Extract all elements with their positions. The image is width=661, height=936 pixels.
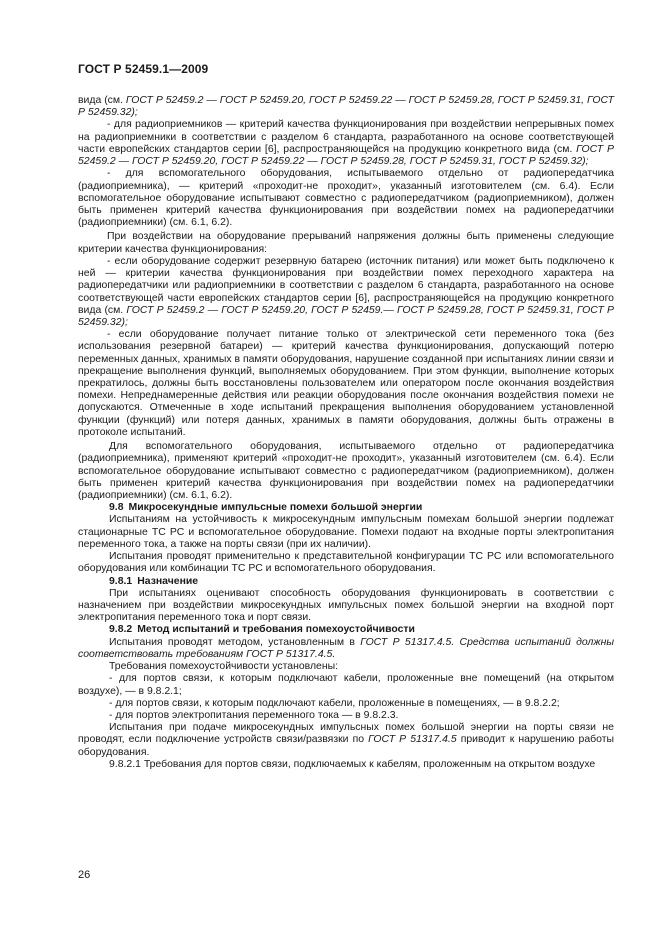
list-item: - для вспомогательного оборудования, испытываемого отдельно от радиопередатчика (радиоприемника), — критерий «проходит-не проходит», указанный изготовителем (см. 6.4). Если вспомогательное оборудование испытывают совместно с радиопередатчиком (радиоприемником), должен быть применен критерий качества функционирования при воздействии помех на радиопередатчики (радиоприемники) (см. 6.1, 6.2). bbox=[78, 168, 614, 229]
paragraph: При испытаниях оценивают способность оборудования функционировать в соответствии с назначением при воздействии микросекундных импульсных помех большой энергии на входной порт электропитания переменного тока и порт связи. bbox=[78, 587, 614, 624]
section-heading-9-8: 9.8 Микросекундные импульсные помехи большой энергии bbox=[109, 502, 423, 514]
paragraph: Испытания при подаче микросекундных импульсных помех большой энергии на порты связи не проводят, если подключение устройств связи/развязки по ГОСТ Р 51317.4.5 приводит к нарушению работы оборудования. bbox=[78, 722, 614, 758]
section-heading-9-8-1: 9.8.1 Назначение bbox=[109, 575, 199, 587]
paragraph: Для вспомогательного оборудования, испытываемого отдельно от радиопередатчика (радиоприемника), применяют критерий «проходит-не проходит», указанный изготовителем (см. 6.4). Если вспомогательное оборудование испытывают совместно с радиопередатчиком (радиоприемником), должен быть применен критерий качества функционирования при воздействии помех на радиопередатчики (радиоприемники) (см. 6.1, 6.2). bbox=[78, 441, 614, 501]
subsection-paragraph-9-8-2-1: 9.8.2.1 Требования для портов связи, подключаемых к кабелям, проложенным на открытом воздухе bbox=[109, 758, 596, 770]
paragraph: При воздействии на оборудование прерываний напряжения должны быть применены следующие критерии качества функционирования: bbox=[78, 231, 614, 255]
document-body bbox=[78, 95, 614, 771]
section-heading-9-8-2: 9.8.2 Метод испытаний и требования помехоустойчивости bbox=[109, 624, 415, 636]
paragraph: Испытания проводят применительно к представительной конфигурации ТС РС или вспомогательного оборудования или комбинации ТС РС и вспомогательного оборудования. bbox=[78, 551, 614, 575]
paragraph: вида (см. ГОСТ Р 52459.2 — ГОСТ Р 52459.20, ГОСТ Р 52459.22 — ГОСТ Р 52459.28, ГОСТ Р 52459.31, ГОСТ Р 52459.32); bbox=[78, 95, 615, 119]
paragraph: Требования помехоустойчивости установлены: bbox=[109, 661, 339, 673]
list-item: - для портов связи, к которым подключают кабели, проложенные в помещениях, — в 9.8.2.2; bbox=[109, 697, 560, 709]
list-item: - для портов электропитания переменного тока — в 9.8.2.3. bbox=[109, 709, 399, 721]
paragraph: Испытания проводят методом, установленным в ГОСТ Р 51317.4.5. Средства испытаний должны соответствовать требованиям ГОСТ Р 51317.4.5. bbox=[78, 636, 614, 660]
list-item: - если оборудование содержит резервную батарею (источник питания) или может быть подключено к ней — критерии качества функционирования при воздействии помех переходного характера на радиопередатчики или радиоприемники в соответствии с разделом 6 стандарта, разработанного на основе соответствующей части европейских стандартов серии [6], распространяющейся на продукцию конкретного вида (см. ГОСТ Р 52459.2 — ГОСТ Р 52459.20, ГОСТ Р 52459.— ГОСТ Р 52459.28, ГОСТ Р 52459.31, ГОСТ Р 52459.32); bbox=[78, 255, 614, 328]
paragraph: Испытаниям на устойчивость к микросекундным импульсным помехам большой энергии подлежат стационарные ТС РС и вспомогательное оборудование. Помехи подают на входные порты электропитания переменного тока, а также на порты связи (при их наличии). bbox=[78, 514, 614, 550]
document-header: ГОСТ Р 52459.1—2009 bbox=[78, 62, 209, 76]
list-item: - если оборудование получает питание только от электрической сети переменного тока (без использования резервной батареи) — критерий качества функционирования, допускающий потерю переменных данных, хранимых в памяти оборудования, нарушение созданной при испытаниях линии связи и прекращение выполнения функций, выполняемых оборудованием. При этом функции, выполнение которых прекратилось, должны быть восстановлены пользователем или оператором после окончания воздействия помехи. Непреднамеренные действия или реакции оборудования после окончания воздействия помехи не допускаются. Отмеченные в ходе испытаний прекращения выполнения оборудованием установленной функции (функций) или потеря данных, хранимых в памяти оборудования, должны быть отражены в протоколе испытаний. bbox=[78, 329, 614, 438]
list-item: - для портов связи, к которым подключают кабели, проложенные вне помещений (на открытом воздухе), — в 9.8.2.1; bbox=[78, 673, 614, 697]
list-item: - для радиоприемников — критерий качества функционирования при воздействии непрерывных помех на радиоприемники в соответствии с разделом 6 стандарта, разработанного на основе соответствующей части европейских стандартов серии [6], распространяющейся на продукцию конкретного вида (см. ГОСТ Р 52459.2 — ГОСТ Р 52459.20, ГОСТ Р 52459.22 — ГОСТ Р 52459.28, ГОСТ Р 52459.31, ГОСТ Р 52459.32); bbox=[78, 119, 614, 168]
page-number: 26 bbox=[78, 869, 91, 881]
